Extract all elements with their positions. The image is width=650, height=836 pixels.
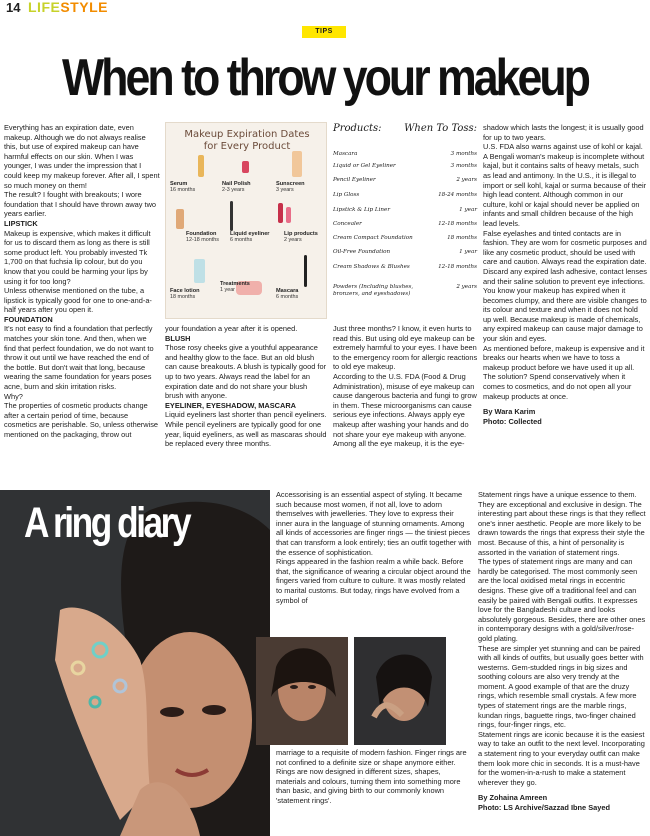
sunscreen-tube-icon <box>292 151 302 177</box>
infographic-item-name: Liquid eyeliner <box>230 231 270 237</box>
infographic-title-line1: Makeup Expiration Dates <box>184 129 310 140</box>
infographic-item <box>186 231 219 244</box>
product-name: Concealer <box>333 221 362 227</box>
toss-duration: 2 years <box>456 284 477 290</box>
infographic-item <box>276 288 298 301</box>
toss-duration: 3 months <box>450 163 477 169</box>
paragraph: Just three months? I know, it even hurts to read this. But using old eye makeup can be extremely harmful to your eyes. I have been to the emergency room for allergic reactions to old eye makeup. <box>333 324 478 372</box>
infographic-item-duration: 2 years <box>284 237 302 244</box>
paragraph: According to the U.S. FDA (Food & Drug Administration), misuse of eye makeup can cause dangerous bacteria and fungi to grow in them. These microorganisms can cause serious eye infections. Always apply eye makeup after washing your hands and do not share your eye makeup with anyone. Among all the eye makeup, it is the eye- <box>333 371 477 449</box>
article1-column-2 <box>165 324 327 474</box>
paragraph: Those rosy cheeks give a youthful appearance and healthy glow to the face. But an old blush can cause breakouts. A blush is typically good for up to two years. Always read the label for an expiration date and do not share your blush brush with anyone. <box>165 343 327 401</box>
article1-column-4 <box>483 123 647 475</box>
product-name: Pencil Eyeliner <box>333 177 376 183</box>
paragraph: These are simpler yet stunning and can be paired with all kinds of outfits, but usually goes better with westerns. Gem-studded rings in big sizes and soothing colours are also very trendy at the moment. A good example of that are the druzy rings, which resemble small crystals. A few more types of statement rings are the marble rings, kundan rings, baguette rings, two-finger chained rings, four-finger rings, etc. <box>478 643 644 730</box>
product-name: Powders (Including blushes, bronzers, and eyeshadows) <box>333 284 414 297</box>
infographic-item <box>222 181 251 194</box>
paragraph: your foundation a year after it is opened. <box>165 324 298 333</box>
infographic-item-duration: 16 months <box>170 187 196 194</box>
infographic-item <box>220 281 250 294</box>
product-name: Lip Gloss <box>333 192 360 198</box>
paragraph: As mentioned before, makeup is expensive and it breaks our hearts when we have to toss a makeup product before we have used it up all. The solution? Spend conservatively when it comes to cosmetics, and do not open all your makeup products at once. <box>483 343 645 401</box>
product-name: Cream Shadows & Blushes <box>333 264 410 270</box>
infographic-item-name: Serum <box>170 181 188 187</box>
byline: Photo: LS Archive/Sazzad Ibne Sayed <box>478 803 610 812</box>
infographic-item-name: Lip products <box>284 231 318 237</box>
infographic-item <box>230 231 269 244</box>
infographic-item-duration: 3 years <box>276 187 294 194</box>
paragraph: The properties of cosmetic products change after a certain period of time, because cosmetics are perishable. So, unless otherwise mentioned on the packaging, throw out <box>4 401 159 439</box>
page-number: 14 <box>6 0 21 15</box>
article-headline: When to throw your makeup <box>61 49 588 107</box>
paragraph: Liquid eyeliners last shorter than pencil eyeliners. While pencil eyeliners are typically good for one year, liquid eyeliners, as well as mascaras should be replaced every three months. <box>165 410 327 449</box>
infographic-item <box>284 231 318 244</box>
article2-column-1-bottom <box>276 748 472 834</box>
toss-duration: 12-18 months <box>438 221 477 227</box>
infographic-item <box>170 181 195 194</box>
product-name: Mascara <box>333 151 358 157</box>
infographic-item-duration: 18 months <box>170 294 196 301</box>
infographic-item-name: Treatments <box>220 281 250 287</box>
lip-gloss-icon <box>286 207 291 223</box>
nail-polish-icon <box>242 161 249 173</box>
eyeliner-icon <box>230 201 233 231</box>
paragraph: marriage to a requisite of modern fashion. Finger rings are not confined to a definite size or shape anymore either. Rings are now designed in different sizes, shapes, materials and colours, turning them into something more than basic, and giving birth to our commonly known 'statement rings'. <box>276 748 467 805</box>
infographic-item-duration: 2-3 years <box>222 187 245 194</box>
section-tag-badge: TIPS <box>302 26 346 38</box>
serum-bottle-icon <box>198 155 204 177</box>
article1-column-3 <box>333 324 479 474</box>
paragraph: shadow which lasts the longest; it is usually good for up to two years. <box>483 123 644 142</box>
paragraph: Everything has an expiration date, even makeup. Although we do not always realise this, but use of expired makeup can have harmful effects on our skin. When I was younger, I was under the impression that I could keep my makeup forever. After all, I spent so much money on them! <box>4 123 160 190</box>
toss-duration: 2 years <box>456 177 477 183</box>
paragraph: The result? I fought with breakouts; I wore foundation that I should have thrown away two years earlier. <box>4 190 157 219</box>
article1-column-1 <box>4 123 160 471</box>
byline: Photo: Collected <box>483 416 542 426</box>
toss-duration: 3 months <box>450 151 477 157</box>
paragraph: Accessorising is an essential aspect of styling. It became such because most women, if not all, love to adorn themselves with jewelleries. They love to express their inner aura in the language of stunning ornaments. Among all kinds of accessories are finger rings — the tiniest pieces that can transform a look entirely; ties an outfit together with the essence of sophistication. <box>276 490 472 557</box>
infographic-item-duration: 12-18 months <box>186 237 219 244</box>
subheading: LIPSTICK <box>4 218 38 228</box>
products-header: Products: <box>333 123 382 134</box>
paragraph: U.S. FDA also warns against use of kohl or kajal. A Bengali woman's makeup is incomplete without kajal, but it contains salts of heavy metals, such as lead and antimony. In the U.S., it is illegal to import or sell kohl, kajal or surma because of their high lead content. Although common in our culture, kohl or kajal should never be applied on infants and small children because of the high lead levels. <box>483 142 647 228</box>
model-portrait-2 <box>354 637 446 745</box>
mascara-wand-icon <box>304 255 307 287</box>
subheading: BLUSH <box>165 333 191 343</box>
infographic-item-duration: 6 months <box>230 237 253 244</box>
subheading: EYELINER, EYESHADOW, MASCARA <box>165 400 296 410</box>
infographic-item-duration: 1 year <box>220 287 235 294</box>
toss-duration: 1 year <box>459 249 477 255</box>
expiration-infographic <box>165 122 327 319</box>
paragraph: Unless otherwise mentioned on the tube, a lipstick is typically good for one to one-and-a-half years after you open it. <box>4 286 152 315</box>
infographic-title <box>166 129 327 153</box>
paragraph: The types of statement rings are many and can hardly be categorised. The most commonly seen are the local oxidised metal rings in eccentric designs. These give off a traditional feel and can easily be paired with Bengali outfits. It expresses love for the Bangladeshi culture and looks absolutely gorgeous. Besides, there are other ones in contemporary designs with a gold/silver/rose-gold plating. <box>478 557 646 643</box>
toss-duration: 18 months <box>447 235 477 241</box>
ring-diary-headline: A ring diary <box>24 499 190 547</box>
paragraph: Rings appeared in the fashion realm a while back. Before that, the significance of wearing a circular object around the fingers varied from culture to culture. It was mostly related to marital customs. But today, rings have evolved from a symbol of <box>276 557 471 605</box>
paragraph: Makeup is expensive, which makes it difficult for us to discard them as long as there is still some product left. You probably invested Tk 1,700 on that fuchsia lip colour, but do you know that you could be harming your lips by using it for too long? <box>4 228 151 286</box>
lip-products-icon <box>278 203 283 223</box>
model-photo-2 <box>354 637 446 745</box>
model-photo-1 <box>256 637 348 745</box>
article2-column-2 <box>478 490 648 836</box>
products-toss-table <box>331 121 479 317</box>
product-name: Lipstick & Lip Liner <box>333 207 391 213</box>
infographic-item-name: Face lotion <box>170 288 200 294</box>
article2-column-1-top <box>276 490 472 630</box>
infographic-title-line2: for Every Product <box>203 141 291 152</box>
infographic-item-name: Sunscreen <box>276 181 305 187</box>
toss-duration: 18-24 months <box>438 192 477 198</box>
logo-life: LIFE <box>28 0 61 15</box>
subheading: FOUNDATION <box>4 314 53 324</box>
paragraph: Statement rings have a unique essence to them. They are exceptional and exclusive in design. The interesting part about these rings is that they reflect one's inner aesthetic. People are more likely to be drawn towards the rings that express their style the most. Because of this, a hint of personality is assorted in the variation of statement rings. <box>478 490 646 557</box>
face-lotion-icon <box>194 259 205 283</box>
foundation-bottle-icon <box>176 209 184 229</box>
infographic-item <box>170 288 200 301</box>
toss-duration: 1 year <box>459 207 477 213</box>
byline: By Wara Karim <box>483 407 536 417</box>
infographic-item <box>276 181 305 194</box>
paragraph: You know your makeup has expired when it becomes clumpy, and there are visible changes to its colour and texture and when it does not hold up well. Because makeup is made of chemicals, any expired makeup can cause major damage to your skin and eyes. <box>483 286 647 344</box>
paragraph: False eyelashes and tinted contacts are in fashion. They are worn for cosmetic purposes and like any cosmetic product, should be used with care and caution. Always read the expiration date. Discard any expired lash adhesive, contact lenses and their saline solution to prevent eye infections. <box>483 228 647 286</box>
product-name: Liquid or Gel Eyeliner <box>333 163 396 169</box>
model-portrait-1 <box>256 637 348 745</box>
toss-duration: 12-18 months <box>438 264 477 270</box>
infographic-item-name: Mascara <box>276 288 299 294</box>
infographic-item-name: Foundation <box>186 231 217 237</box>
logo-style: STYLE <box>60 0 108 15</box>
toss-header: When To Toss: <box>404 123 477 134</box>
paragraph: Statement rings are iconic because it is the easiest way to take an outfit to the next level. Incorporating a statement ring to your everyday outfit can make them look more chic in seconds. It is a must-have for the women-in-a-rush to make a statement wherever they go. <box>478 729 645 787</box>
product-name: Oil-Free Foundation <box>333 249 391 255</box>
paragraph: Why? <box>4 391 23 401</box>
byline: By Zohaina Amreen <box>478 793 548 803</box>
infographic-item-name: Nail Polish <box>222 181 251 187</box>
infographic-item-duration: 6 months <box>276 294 299 301</box>
section-logo <box>28 0 108 15</box>
paragraph: It's not easy to find a foundation that perfectly matches your skin tone. And then, when we find that perfect foundation, we do not want to throw it out until we have reached the end of the bottle. But don't wait that long, because wearing the same foundation for years poses acne, burn and skin irritation risks. <box>4 324 154 392</box>
product-name: Cream Compact Foundation <box>333 235 413 241</box>
